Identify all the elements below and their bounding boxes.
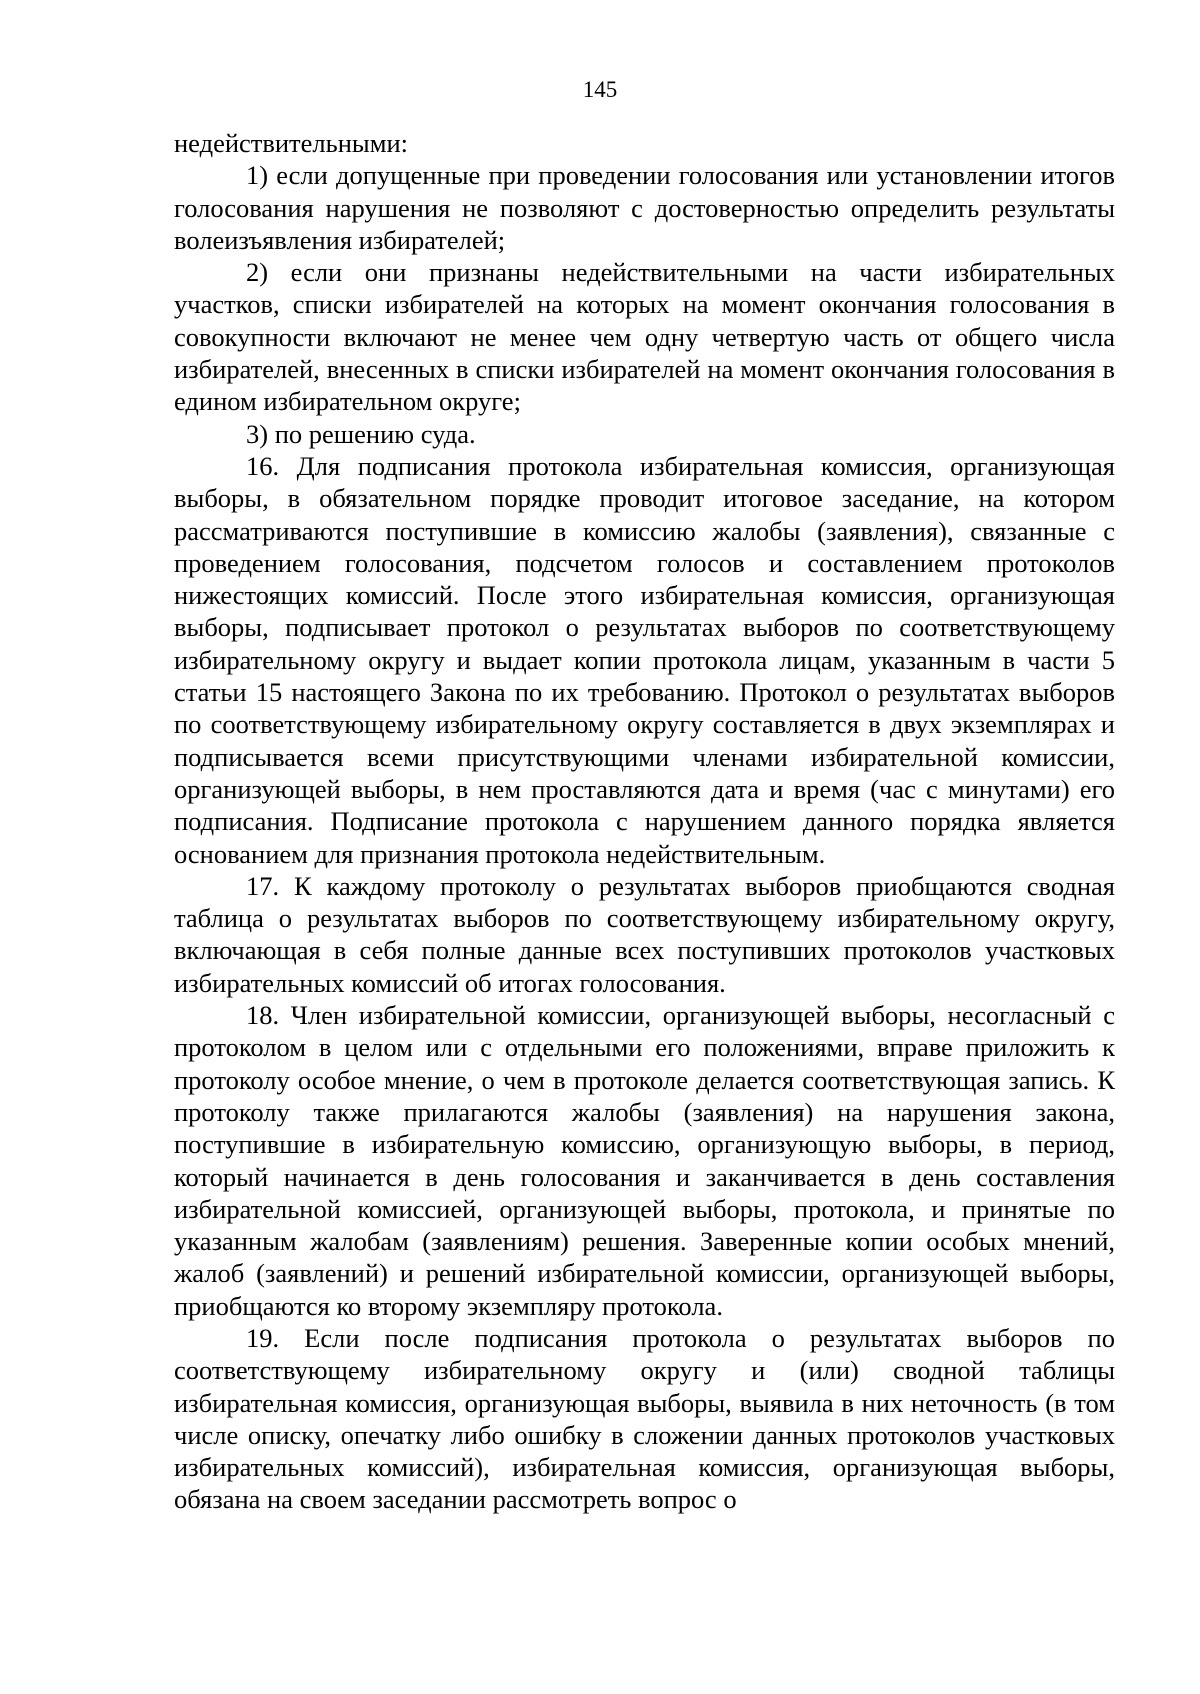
paragraph-continuation: недействительными: bbox=[174, 128, 409, 158]
paragraph-clause-19: 19. Если после подписания протокола о результатах выборов по соответствующему избирательному округу и (или) сводной таблицы избирательная комиссия, организующая выборы, выявила в них неточность (в том числе описку, опечатку либо ошибку в сложении данных протоколов участковых избирательных комиссий), избирательная комиссия, организующая выборы, обязана на своем заседании рассмотреть вопрос о bbox=[174, 1322, 1115, 1515]
paragraph-clause-18: 18. Член избирательной комиссии, организующей выборы, несогласный с протоколом в целом или с отдельными его положениями, вправе приложить к протоколу особое мнение, о чем в протоколе делается соответствующая запись. К протоколу также прилагаются жалобы (заявления) на нарушения закона, поступившие в избирательную комиссию, организующую выборы, в период, который начинается в день голосования и заканчивается в день составления избирательной комиссией, организующей выборы, протокола, и принятые по указанным жалобам (заявлениям) решения. Заверенные копии особых мнений, жалоб (заявлений) и решений избирательной комиссии, организующей выборы, приобщаются ко второму экземпляру протокола. bbox=[174, 1000, 1115, 1321]
paragraph-item-1: 1) если допущенные при проведении голосования или установлении итогов голосования нарушения не позволяют с достоверностью определить результаты волеизъявления избирателей; bbox=[174, 160, 1115, 255]
paragraph-clause-16: 16. Для подписания протокола избирательная комиссия, организующая выборы, в обязательном порядке проводит итоговое заседание, на котором рассматриваются поступившие в комиссию жалобы (заявления), связанные с проведением голосования, подсчетом голосов и составлением протоколов нижестоящих комиссий. После этого избирательная комиссия, организующая выборы, подписывает протокол о результатах выборов по соответствующему избирательному округу и выдает копии протокола лицам, указанным в части 5 статьи 15 настоящего Закона по их требованию. Протокол о результатах выборов по соответствующему избирательному округу составляется в двух экземплярах и подписывается всеми присутствующими членами избирательной комиссии, организующей выборы, в нем проставляются дата и время (час с минутами) его подписания. Подписание протокола с нарушением данного порядка является основанием для признания протокола недействительным. bbox=[174, 450, 1115, 869]
page-number: 145 bbox=[582, 77, 618, 102]
paragraph-item-2: 2) если они признаны недействительными на части избирательных участков, списки избирателей на которых на момент окончания голосования в совокупности включают не менее чем одну четвертую часть от общего числа избирателей, внесенных в списки избирателей на момент окончания голосования в едином избирательном округе; bbox=[174, 257, 1115, 417]
document-body bbox=[174, 127, 1115, 1516]
paragraph-clause-17: 17. К каждому протоколу о результатах выборов приобщаются сводная таблица о результатах выборов по соответствующему избирательному округу, включающая в себя полные данные всех поступивших протоколов участковых избирательных комиссий об итогах голосования. bbox=[174, 870, 1115, 998]
paragraph-item-3: 3) по решению суда. bbox=[246, 418, 476, 449]
